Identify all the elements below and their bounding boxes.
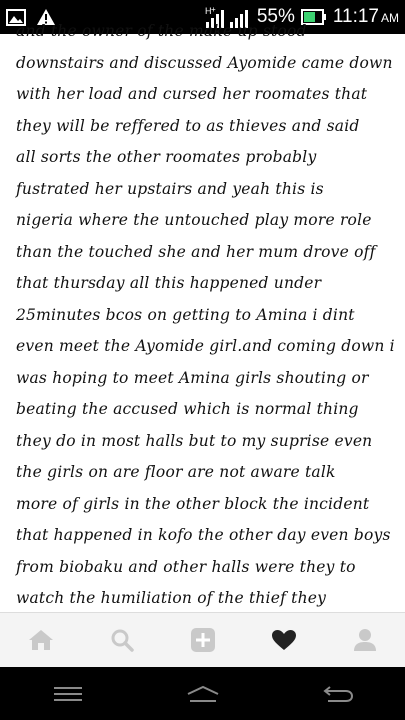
svg-text:+: + xyxy=(210,5,216,14)
nav-add[interactable] xyxy=(173,613,233,668)
system-nav xyxy=(0,667,405,720)
back-icon xyxy=(322,685,354,703)
system-home-button[interactable] xyxy=(163,667,243,720)
heart-icon xyxy=(271,629,297,651)
svg-text:H: H xyxy=(204,6,212,16)
home-icon xyxy=(186,685,220,703)
home-icon xyxy=(28,629,54,651)
add-icon xyxy=(190,627,216,653)
nav-profile[interactable] xyxy=(335,613,395,668)
post-content[interactable] xyxy=(0,22,405,612)
battery-percent: 55% xyxy=(256,6,295,27)
profile-icon xyxy=(353,628,377,652)
post-body: and the owner of the make up stood downstairs and discussed Ayomide came down with her load and cursed her roomates that they will be reffered to as thieves and said all sorts the other roomates probably fustrated her upstairs and yeah this is nigeria where the untouched play more role than the touched she and her mum drove off that thursday all this happened under 25minutes bcos on getting to Amina i dint even meet the Ayomide girl.and coming down i was hoping to meet Amina girls shouting or beating the accused which is normal thing they do in most halls but to my suprise even the girls on are floor are not aware talk more of girls in the other block the incident that happened in kofo the other day even boys from biobaku and other halls were they to watch the humiliation of the thief they xyxy=(16,22,395,607)
nav-search[interactable] xyxy=(92,613,152,668)
nav-activity[interactable] xyxy=(254,613,314,668)
clock-time: 11:17 xyxy=(332,6,379,27)
bottom-nav xyxy=(0,612,405,667)
search-icon xyxy=(110,628,134,652)
menu-icon xyxy=(53,686,83,702)
system-menu-button[interactable] xyxy=(28,667,108,720)
clock-ampm: AM xyxy=(381,11,399,25)
system-back-button[interactable] xyxy=(298,667,378,720)
nav-home[interactable] xyxy=(11,613,71,668)
